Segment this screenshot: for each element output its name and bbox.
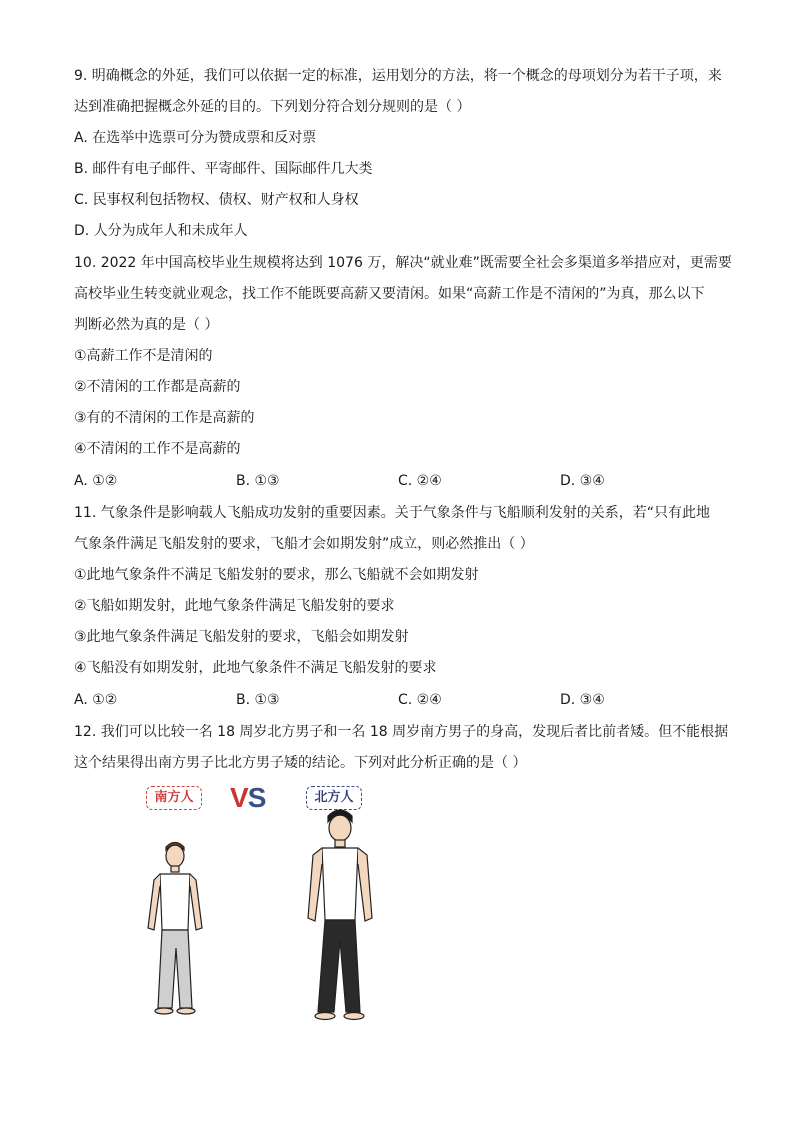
q10-option-a: A. ①② [74, 473, 118, 489]
q9-stem-line2: 达到准确把握概念外延的目的。下列划分符合划分规则的是（ ） [74, 99, 471, 115]
q11-stem-line1: 11. 气象条件是影响载人飞船成功发射的重要因素。关于气象条件与飞船顺利发射的关系，若“只有此地 [74, 505, 710, 521]
north-man-figure [308, 810, 372, 1020]
q12-stem-line2: 这个结果得出南方男子比北方男子矮的结论。下列对此分析正确的是（ ） [74, 755, 527, 771]
q11-option-b: B. ①③ [236, 692, 280, 708]
q10-option-c: C. ②④ [398, 473, 442, 489]
q10-stem-line1: 10. 2022 年中国高校毕业生规模将达到 1076 万，解决“就业难”既需要全社会多渠道多举措应对，更需要 [74, 255, 732, 271]
height-comparison-illustration [130, 780, 390, 1030]
q10-stem-line2: 高校毕业生转变就业观念，找工作不能既要高薪又要清闲。如果“高薪工作是不清闲的”为真，那么以下 [74, 286, 705, 302]
q12-stem-line1: 12. 我们可以比较一名 18 周岁北方男子和一名 18 周岁南方男子的身高，发现后者比前者矮。但不能根据 [74, 724, 729, 740]
q9-option-c: C. 民事权利包括物权、债权、财产权和人身权 [74, 192, 359, 208]
q11-statement-1: ①此地气象条件不满足飞船发射的要求，那么飞船就不会如期发射 [74, 567, 479, 583]
q11-statement-4: ④飞船没有如期发射，此地气象条件不满足飞船发射的要求 [74, 660, 437, 676]
q9-stem-line1: 9. 明确概念的外延，我们可以依据一定的标准，运用划分的方法，将一个概念的母项划分为若干子项，来 [74, 68, 722, 84]
q10-option-d: D. ③④ [560, 473, 605, 489]
q9-option-a: A. 在选举中选票可分为赞成票和反对票 [74, 130, 317, 146]
q11-stem-line2: 气象条件满足飞船发射的要求，飞船才会如期发射”成立，则必然推出（ ） [74, 536, 534, 552]
label-north: 北方人 [306, 786, 362, 810]
q11-statement-3: ③此地气象条件满足飞船发射的要求，飞船会如期发射 [74, 629, 409, 645]
q9-option-d: D. 人分为成年人和未成年人 [74, 223, 248, 239]
q11-option-d: D. ③④ [560, 692, 605, 708]
q9-option-b: B. 邮件有电子邮件、平寄邮件、国际邮件几大类 [74, 161, 373, 177]
q10-statement-3: ③有的不清闲的工作是高薪的 [74, 410, 255, 426]
q10-statement-1: ①高薪工作不是清闲的 [74, 348, 213, 364]
q11-option-c: C. ②④ [398, 692, 442, 708]
q11-option-a: A. ①② [74, 692, 118, 708]
q10-option-b: B. ①③ [236, 473, 280, 489]
label-south: 南方人 [146, 786, 202, 810]
south-man-figure [148, 843, 202, 1015]
vs-mark: VS [230, 782, 266, 813]
q10-statement-2: ②不清闲的工作都是高薪的 [74, 379, 241, 395]
figures-svg [130, 780, 390, 1030]
q10-statement-4: ④不清闲的工作不是高薪的 [74, 441, 241, 457]
q10-stem-line3: 判断必然为真的是（ ） [74, 317, 219, 333]
q11-statement-2: ②飞船如期发射，此地气象条件满足飞船发射的要求 [74, 598, 395, 614]
